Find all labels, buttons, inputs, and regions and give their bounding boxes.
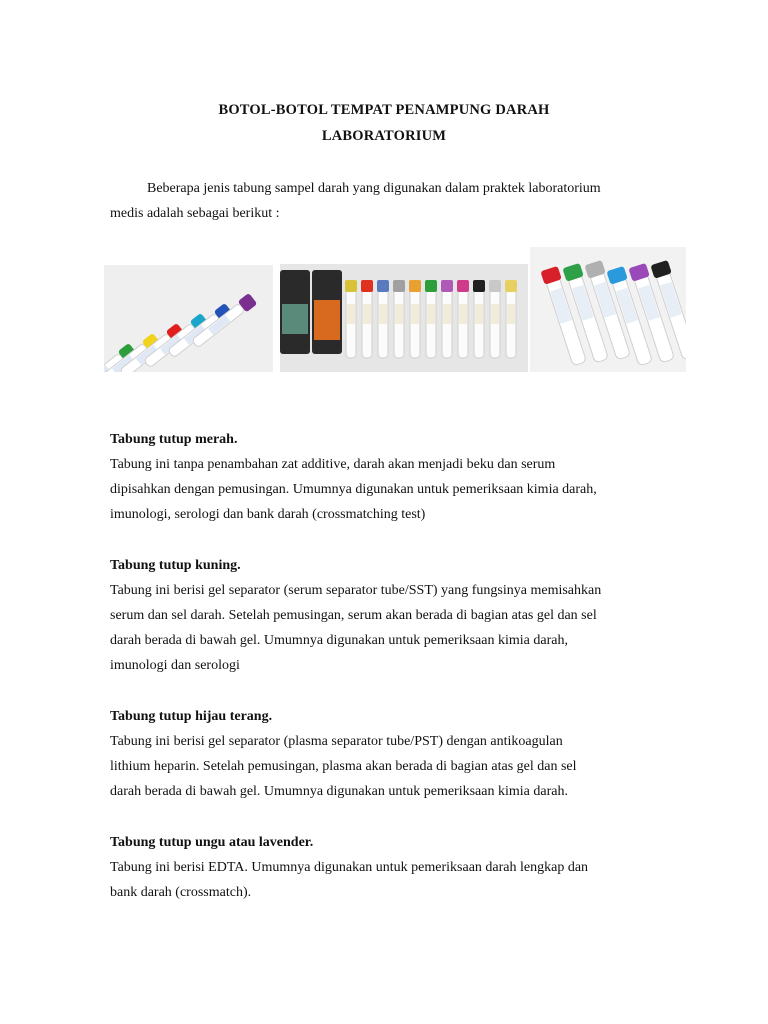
tube bbox=[393, 280, 405, 358]
tube bbox=[361, 280, 373, 358]
section-line: imunologi dan serologi bbox=[110, 658, 240, 673]
tube bbox=[473, 280, 485, 358]
section-light-green-cap bbox=[110, 704, 670, 804]
section-line: serum dan sel darah. Setelah pemusingan, serum akan berada di bagian atas gel dan sel bbox=[110, 608, 597, 623]
intro-paragraph bbox=[110, 176, 670, 226]
photo-tubes-middle bbox=[280, 264, 528, 372]
tube bbox=[345, 280, 357, 358]
section-line: Tabung ini tanpa penambahan zat additive, darah akan menjadi beku dan serum bbox=[110, 457, 556, 472]
section-line: Tabung ini berisi EDTA. Umumnya digunakan untuk pemeriksaan darah lengkap dan bbox=[110, 860, 589, 875]
section-heading: Tabung tutup ungu atau lavender. bbox=[110, 835, 314, 850]
section-heading: Tabung tutup kuning. bbox=[110, 558, 241, 573]
section-line: lithium heparin. Setelah pemusingan, plasma akan berada di bagian atas gel dan sel bbox=[110, 759, 577, 774]
tube bbox=[505, 280, 517, 358]
tubes-right-illustration bbox=[530, 247, 686, 372]
tube bbox=[441, 280, 453, 358]
section-yellow-cap bbox=[110, 553, 670, 678]
section-line: darah berada di bawah gel. Umumnya digunakan untuk pemeriksaan kimia darah. bbox=[110, 784, 568, 799]
section-line: imunologi, serologi dan bank darah (crossmatching test) bbox=[110, 507, 426, 522]
photo-tubes-right bbox=[530, 247, 686, 372]
tube bbox=[489, 280, 501, 358]
tube bbox=[377, 280, 389, 358]
document-title-line-2: LABORATORIUM bbox=[321, 128, 447, 144]
intro-line-1: Beberapa jenis tabung sampel darah yang digunakan dalam praktek laboratorium bbox=[147, 181, 601, 196]
tubes-left-illustration bbox=[104, 265, 273, 372]
tubes-middle-illustration bbox=[280, 264, 528, 372]
section-line: Tabung ini berisi gel separator (serum separator tube/SST) yang fungsinya memisahkan bbox=[110, 583, 602, 598]
section-line: Tabung ini berisi gel separator (plasma separator tube/PST) dengan antikoagulan bbox=[110, 734, 563, 749]
tube bbox=[457, 280, 469, 358]
section-purple-cap bbox=[110, 830, 670, 905]
section-heading: Tabung tutup hijau terang. bbox=[110, 709, 273, 724]
intro-line-2: medis adalah sebagai berikut : bbox=[110, 206, 280, 221]
tube bbox=[425, 280, 437, 358]
tube bbox=[409, 280, 421, 358]
photo-tubes-left bbox=[104, 265, 273, 372]
document-title-line-1: BOTOL-BOTOL TEMPAT PENAMPUNG DARAH bbox=[218, 102, 550, 118]
section-line: bank darah (crossmatch). bbox=[110, 885, 252, 900]
section-red-cap bbox=[110, 427, 670, 527]
section-heading: Tabung tutup merah. bbox=[110, 432, 238, 447]
section-line: darah berada di bawah gel. Umumnya digunakan untuk pemeriksaan kimia darah, bbox=[110, 633, 568, 648]
section-line: dipisahkan dengan pemusingan. Umumnya digunakan untuk pemeriksaan kimia darah, bbox=[110, 482, 597, 497]
